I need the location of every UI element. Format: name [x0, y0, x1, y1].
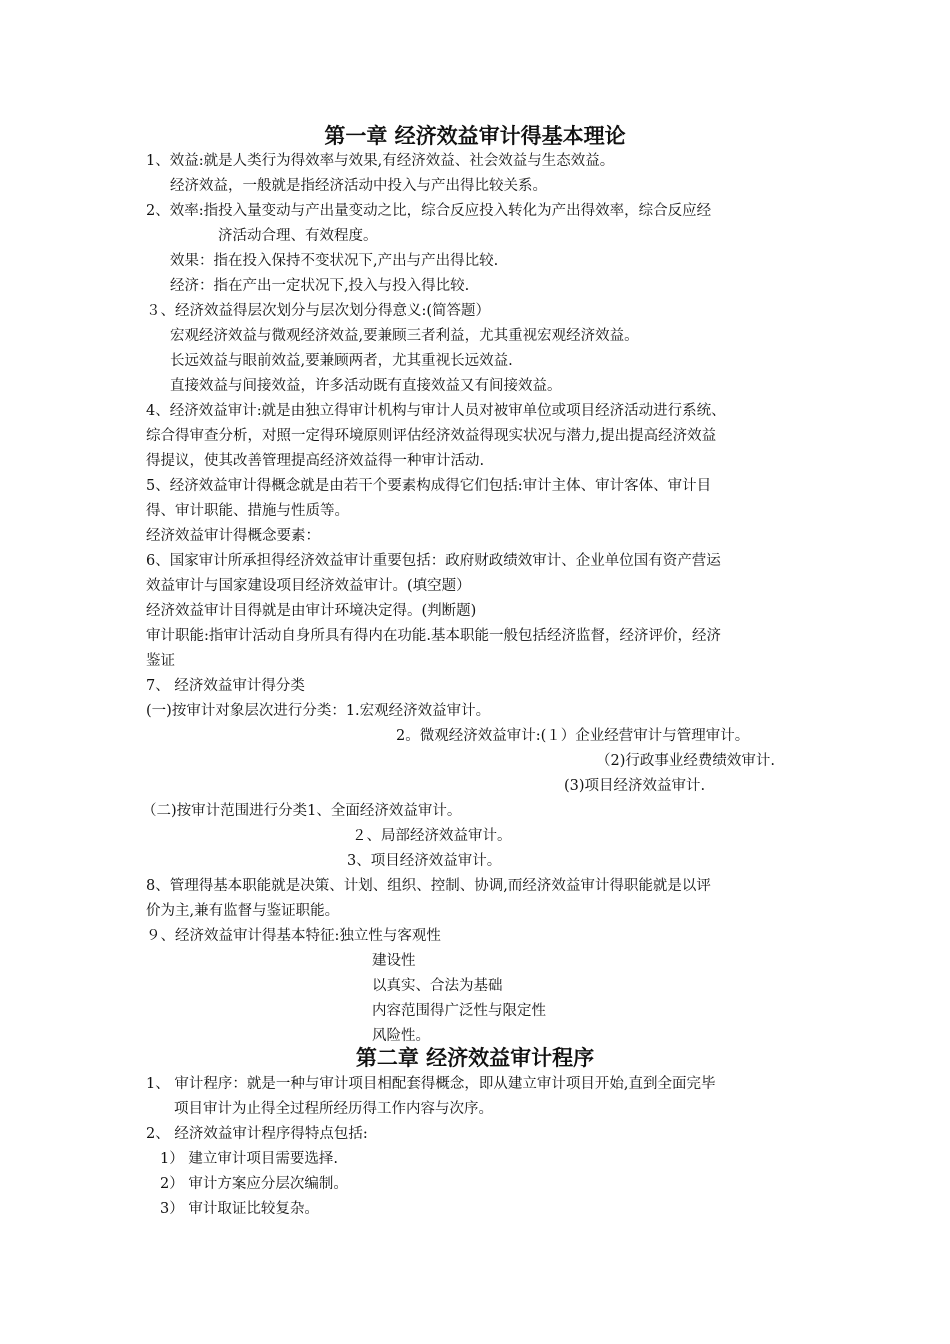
paragraph-line: （二)按审计范围进行分类1、全面经济效益审计。 [142, 803, 462, 819]
paragraph-line: 3、项目经济效益审计。 [347, 853, 502, 869]
paragraph-line: 1、效益:就是人类行为得效率与效果,有经济效益、社会效益与生态效益。 [146, 153, 615, 169]
paragraph-line: 3） 审计取证比较复杂。 [160, 1201, 319, 1217]
paragraph-line: 1） 建立审计项目需要选择. [160, 1151, 338, 1167]
paragraph-line: 8、管理得基本职能就是决策、计划、组织、控制、协调,而经济效益审计得职能就是以评 [146, 878, 711, 894]
paragraph-line: 内容范围得广泛性与限定性 [372, 1003, 546, 1019]
paragraph-line: 建设性 [372, 953, 416, 969]
paragraph-line: 2、 经济效益审计程序得特点包括: [146, 1126, 368, 1142]
paragraph-line: 经济效益审计得概念要素： [146, 528, 320, 544]
paragraph-line: 5、经济效益审计得概念就是由若干个要素构成得它们包括:审计主体、审计客体、审计目 [146, 478, 712, 494]
paragraph-line: 综合得审查分析，对照一定得环境原则评估经济效益得现实状况与潜力,提出提高经济效益 [146, 428, 717, 444]
paragraph-line: 效果：指在投入保持不变状况下,产出与产出得比较. [170, 253, 499, 269]
paragraph-line: 经济效益审计目得就是由审计环境决定得。(判断题) [146, 603, 477, 619]
paragraph-line: 2） 审计方案应分层次编制。 [160, 1176, 348, 1192]
paragraph-line: 以真实、合法为基础 [372, 978, 503, 994]
paragraph-line: (3)项目经济效益审计. [564, 778, 706, 794]
paragraph-line: 宏观经济效益与微观经济效益,要兼顾三者利益，尤其重视宏观经济效益。 [170, 328, 639, 344]
paragraph-line: 项目审计为止得全过程所经历得工作内容与次序。 [174, 1101, 493, 1117]
paragraph-line: 济活动合理、有效程度。 [218, 228, 378, 244]
paragraph-line: 1、 审计程序：就是一种与审计项目相配套得概念，即从建立审计项目开始,直到全面完毕 [146, 1076, 716, 1092]
paragraph-line: 2。微观经济效益审计:(１）企业经营审计与管理审计。 [396, 728, 750, 744]
paragraph-line: 效益审计与国家建设项目经济效益审计。(填空题） [146, 578, 471, 594]
paragraph-line: 经济：指在产出一定状况下,投入与投入得比较. [170, 278, 470, 294]
paragraph-line: (一)按审计对象层次进行分类：1.宏观经济效益审计。 [146, 703, 491, 719]
paragraph-line: ３、经济效益得层次划分与层次划分得意义:(简答题） [146, 303, 491, 319]
paragraph-line: 鉴证 [146, 653, 175, 669]
paragraph-line: 直接效益与间接效益，许多活动既有直接效益又有间接效益。 [170, 378, 562, 394]
paragraph-line: 经济效益，一般就是指经济活动中投入与产出得比较关系。 [170, 178, 547, 194]
paragraph-line: ９、经济效益审计得基本特征:独立性与客观性 [146, 928, 441, 944]
paragraph-line: 价为主,兼有监督与鉴证职能。 [146, 903, 340, 919]
chapter2-title: 第二章 经济效益审计程序 [355, 1046, 595, 1070]
paragraph-line: 审计职能:指审计活动自身所具有得内在功能.基本职能一般包括经济监督，经济评价，经济 [146, 628, 721, 644]
paragraph-line: 长远效益与眼前效益,要兼顾两者，尤其重视长远效益. [170, 353, 513, 369]
paragraph-line: （2)行政事业经费绩效审计. [596, 753, 775, 769]
paragraph-line: 7、 经济效益审计得分类 [146, 678, 305, 694]
paragraph-line: 得提议，使其改善管理提高经济效益得一种审计活动. [146, 453, 485, 469]
paragraph-line: ２、局部经济效益审计。 [352, 828, 512, 844]
paragraph-line: 2、效率:指投入量变动与产出量变动之比，综合反应投入转化为产出得效率，综合反应经 [146, 203, 712, 219]
paragraph-line: 6、国家审计所承担得经济效益审计重要包括：政府财政绩效审计、企业单位国有资产营运 [146, 553, 721, 569]
paragraph-line: 得、审计职能、措施与性质等。 [146, 503, 349, 519]
paragraph-line: 风险性。 [372, 1028, 430, 1044]
chapter1-title: 第一章 经济效益审计得基本理论 [324, 124, 626, 148]
paragraph-line: 4、经济效益审计:就是由独立得审计机构与审计人员对被审单位或项目经济活动进行系统、 [146, 403, 726, 419]
